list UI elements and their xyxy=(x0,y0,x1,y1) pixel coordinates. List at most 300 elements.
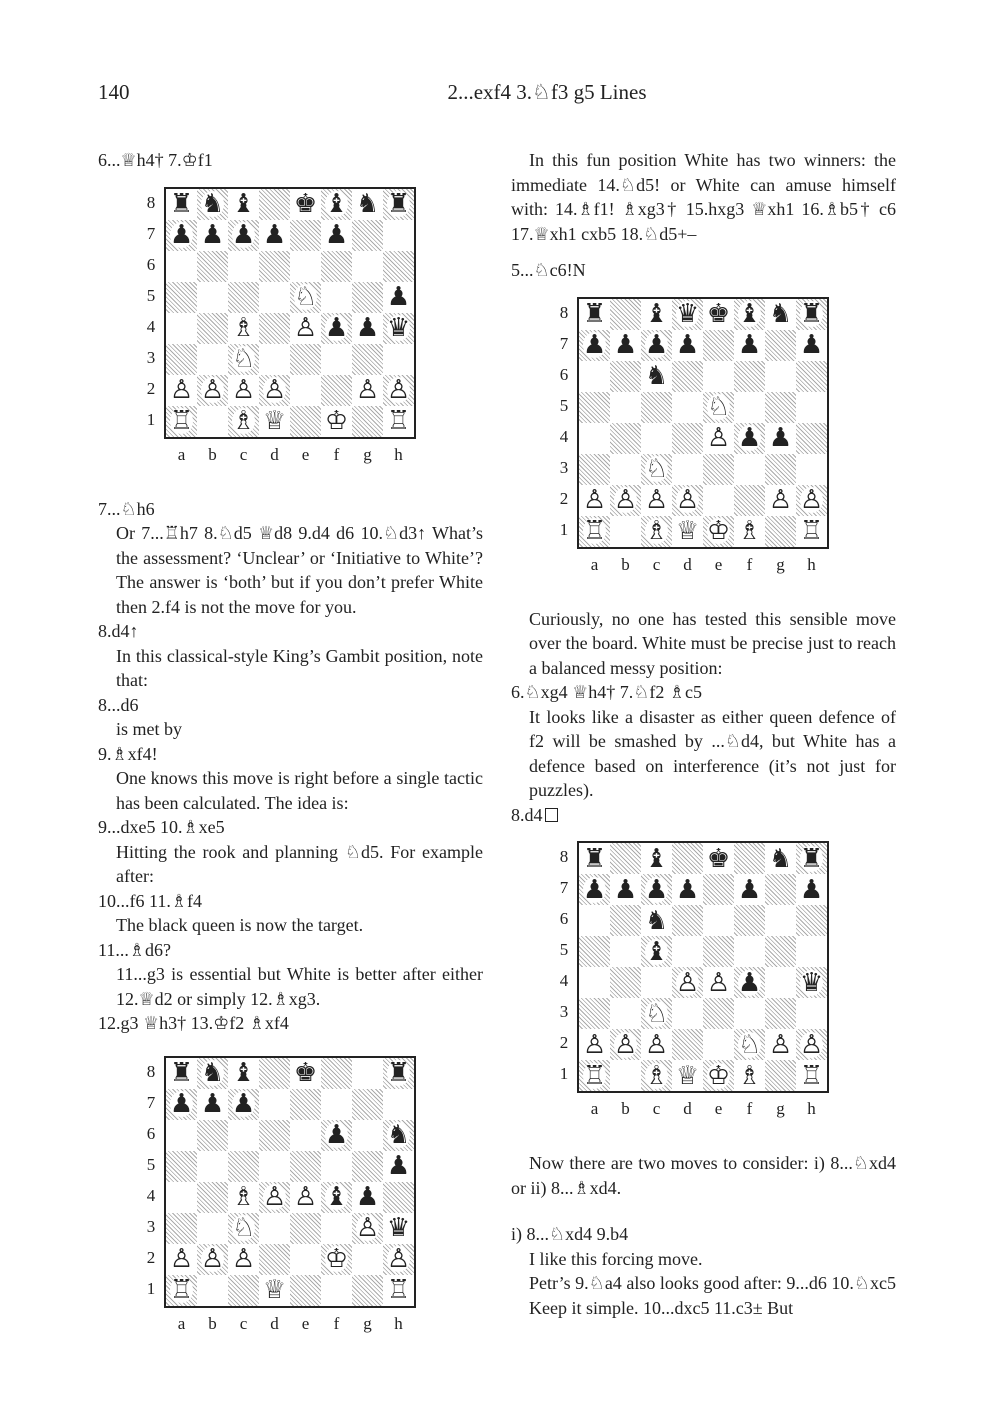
black-pawn-icon: ♟ xyxy=(768,423,793,453)
rank-label: 3 xyxy=(146,347,156,367)
chess-board xyxy=(164,187,416,439)
caption-diagram-4 xyxy=(511,803,896,828)
black-knight-icon: ♞ xyxy=(200,1058,225,1088)
square-b3 xyxy=(197,344,228,375)
square-b4 xyxy=(197,1182,228,1213)
white-pawn-icon: ♙ xyxy=(582,485,607,515)
square-a2 xyxy=(579,485,610,516)
black-pawn-icon: ♟ xyxy=(386,1151,411,1181)
white-knight-icon: ♘ xyxy=(644,998,669,1029)
square-h8 xyxy=(383,189,414,220)
square-e8 xyxy=(703,843,734,874)
square-d3 xyxy=(259,344,290,375)
black-pawn-icon: ♟ xyxy=(737,874,762,905)
white-knight-icon: ♘ xyxy=(644,454,669,484)
square-c3 xyxy=(228,1213,259,1244)
white-pawn-icon: ♙ xyxy=(644,485,669,515)
rank-label: 6 xyxy=(146,1123,156,1143)
square-a8 xyxy=(579,299,610,330)
white-pawn-icon: ♙ xyxy=(706,967,731,998)
black-knight-icon: ♞ xyxy=(644,905,669,936)
white-bishop-icon: ♗ xyxy=(644,1060,669,1091)
square-e6 xyxy=(290,251,321,282)
white-pawn-icon: ♙ xyxy=(386,375,411,405)
rank-label: 5 xyxy=(146,1154,156,1174)
square-h3 xyxy=(796,454,827,485)
square-f2 xyxy=(321,375,352,406)
black-pawn-icon: ♟ xyxy=(613,874,638,905)
rank-label: 6 xyxy=(559,909,569,928)
rank-label: 7 xyxy=(146,223,156,243)
white-pawn-icon: ♙ xyxy=(293,1182,318,1212)
commentary: Now there are two moves to consider: i) 8...♘xd4 or ii) 8...♗xd4. xyxy=(511,1153,896,1198)
square-a5 xyxy=(166,282,197,313)
square-g7 xyxy=(352,1089,383,1120)
black-pawn-icon: ♟ xyxy=(582,330,607,360)
square-e8 xyxy=(703,299,734,330)
black-pawn-icon: ♟ xyxy=(200,1089,225,1119)
black-rook-icon: ♜ xyxy=(386,1058,411,1088)
square-d3 xyxy=(672,998,703,1029)
square-a6 xyxy=(579,905,610,936)
white-pawn-icon: ♙ xyxy=(768,485,793,515)
square-d8 xyxy=(672,843,703,874)
black-pawn-icon: ♟ xyxy=(799,330,824,360)
square-e6 xyxy=(703,905,734,936)
file-labels xyxy=(579,1097,827,1122)
square-g6 xyxy=(765,905,796,936)
right-column xyxy=(511,148,896,1320)
square-e7 xyxy=(290,1089,321,1120)
square-a8 xyxy=(166,189,197,220)
square-b6 xyxy=(197,1120,228,1151)
black-rook-icon: ♜ xyxy=(386,189,411,219)
square-d4 xyxy=(672,423,703,454)
square-c4 xyxy=(228,1182,259,1213)
left-column xyxy=(98,148,483,1366)
square-f8 xyxy=(321,189,352,220)
rank-label: 7 xyxy=(559,333,569,353)
square-f7 xyxy=(734,330,765,361)
file-label: a xyxy=(590,554,599,574)
square-b1 xyxy=(197,1275,228,1306)
square-e4 xyxy=(703,967,734,998)
rank-label: 1 xyxy=(146,409,156,429)
square-g2 xyxy=(765,485,796,516)
square-c4 xyxy=(641,423,672,454)
white-rook-icon: ♖ xyxy=(799,516,824,546)
commentary: Petr’s 9.♘a4 also looks good after: 9...d6 10.♘xc5 Keep it simple. 10...dxc5 11.c3± But xyxy=(529,1273,896,1318)
square-e5 xyxy=(290,282,321,313)
square-h6 xyxy=(796,905,827,936)
rank-label: 3 xyxy=(146,1216,156,1236)
commentary: is met by xyxy=(116,719,182,739)
square-e1 xyxy=(703,1060,734,1091)
chess-board xyxy=(164,1056,416,1308)
white-pawn-icon: ♙ xyxy=(169,375,194,405)
square-b4 xyxy=(610,967,641,998)
square-g2 xyxy=(765,1029,796,1060)
square-c7 xyxy=(641,874,672,905)
square-e1 xyxy=(290,1275,321,1306)
square-h4 xyxy=(796,967,827,998)
square-b8 xyxy=(197,189,228,220)
square-e5 xyxy=(290,1151,321,1182)
page-number: 140 xyxy=(98,80,130,104)
square-a7 xyxy=(166,220,197,251)
chess-diagram-2 xyxy=(98,1056,483,1356)
square-g5 xyxy=(352,282,383,313)
square-d4 xyxy=(672,967,703,998)
white-pawn-icon: ♙ xyxy=(355,1213,380,1243)
square-h2 xyxy=(796,1029,827,1060)
square-b5 xyxy=(610,392,641,423)
white-knight-icon: ♘ xyxy=(293,282,318,312)
file-label: d xyxy=(270,444,279,464)
black-bishop-icon: ♝ xyxy=(324,1182,349,1212)
black-pawn-icon: ♟ xyxy=(169,220,194,250)
square-b5 xyxy=(197,282,228,313)
white-king-icon: ♔ xyxy=(324,406,349,436)
black-pawn-icon: ♟ xyxy=(737,330,762,360)
rank-labels xyxy=(144,187,158,435)
black-pawn-icon: ♟ xyxy=(324,1120,349,1150)
square-b2 xyxy=(197,375,228,406)
square-h5 xyxy=(796,936,827,967)
rank-label: 6 xyxy=(146,254,156,274)
square-f5 xyxy=(734,392,765,423)
rank-label: 1 xyxy=(559,519,569,539)
white-pawn-icon: ♙ xyxy=(613,485,638,515)
square-h8 xyxy=(796,843,827,874)
black-rook-icon: ♜ xyxy=(169,189,194,219)
square-b4 xyxy=(197,313,228,344)
square-g8 xyxy=(765,299,796,330)
move-text: 8.d4 xyxy=(511,804,543,825)
black-queen-icon: ♛ xyxy=(386,1213,411,1243)
square-g7 xyxy=(765,874,796,905)
square-b6 xyxy=(610,361,641,392)
white-pawn-icon: ♙ xyxy=(262,375,287,405)
move-line: 9...dxe5 10.♗xe5 xyxy=(98,817,225,837)
rank-label: 3 xyxy=(559,457,569,477)
square-b1 xyxy=(197,406,228,437)
square-d7 xyxy=(259,220,290,251)
square-g8 xyxy=(765,843,796,874)
square-a7 xyxy=(579,874,610,905)
black-bishop-icon: ♝ xyxy=(644,936,669,967)
square-d1 xyxy=(259,1275,290,1306)
white-pawn-icon: ♙ xyxy=(231,375,256,405)
file-label: g xyxy=(363,444,372,464)
square-h3 xyxy=(796,998,827,1029)
square-f1 xyxy=(734,516,765,547)
square-e8 xyxy=(290,1058,321,1089)
square-d8 xyxy=(672,299,703,330)
square-e3 xyxy=(290,1213,321,1244)
file-label: f xyxy=(333,444,340,464)
square-a4 xyxy=(579,967,610,998)
black-pawn-icon: ♟ xyxy=(169,1089,194,1119)
square-a5 xyxy=(579,936,610,967)
black-pawn-icon: ♟ xyxy=(355,313,380,343)
square-d1 xyxy=(259,406,290,437)
rank-label: 1 xyxy=(559,1064,569,1083)
square-c1 xyxy=(228,406,259,437)
square-d8 xyxy=(259,189,290,220)
square-e1 xyxy=(703,516,734,547)
square-g3 xyxy=(765,454,796,485)
square-f2 xyxy=(734,1029,765,1060)
square-g3 xyxy=(352,1213,383,1244)
file-label: e xyxy=(714,1099,723,1118)
move-line: 11...♗d6? xyxy=(98,939,171,960)
square-g6 xyxy=(352,251,383,282)
file-label: b xyxy=(621,554,630,574)
rank-label: 8 xyxy=(146,192,156,212)
square-e1 xyxy=(290,406,321,437)
square-d6 xyxy=(259,251,290,282)
move-line: 7...♘h6 xyxy=(98,498,155,519)
commentary: I like this forcing move. xyxy=(529,1248,703,1269)
square-b3 xyxy=(610,998,641,1029)
white-pawn-icon: ♙ xyxy=(200,375,225,405)
square-d3 xyxy=(672,454,703,485)
square-a6 xyxy=(579,361,610,392)
square-h3 xyxy=(383,1213,414,1244)
chess-board xyxy=(577,841,829,1093)
rank-labels xyxy=(144,1056,158,1304)
black-pawn-icon: ♟ xyxy=(231,1089,256,1119)
square-h2 xyxy=(383,1244,414,1275)
file-label: a xyxy=(590,1099,599,1118)
file-label: d xyxy=(683,1099,692,1118)
square-g6 xyxy=(765,361,796,392)
square-e8 xyxy=(290,189,321,220)
white-knight-icon: ♘ xyxy=(706,392,731,422)
white-pawn-icon: ♙ xyxy=(262,1182,287,1212)
white-bishop-icon: ♗ xyxy=(737,516,762,546)
square-b2 xyxy=(197,1244,228,1275)
square-a5 xyxy=(166,1151,197,1182)
square-f1 xyxy=(321,406,352,437)
square-c6 xyxy=(228,251,259,282)
rank-label: 4 xyxy=(559,971,569,990)
square-e7 xyxy=(703,874,734,905)
black-pawn-icon: ♟ xyxy=(737,423,762,453)
square-g1 xyxy=(765,1060,796,1091)
rank-label: 4 xyxy=(146,1185,156,1205)
square-a8 xyxy=(166,1058,197,1089)
square-g7 xyxy=(352,220,383,251)
file-label: g xyxy=(776,1099,785,1118)
square-e3 xyxy=(290,344,321,375)
square-e4 xyxy=(290,313,321,344)
black-knight-icon: ♞ xyxy=(386,1120,411,1150)
square-e7 xyxy=(703,330,734,361)
rank-label: 1 xyxy=(146,1278,156,1298)
chess-board xyxy=(577,297,829,549)
square-b8 xyxy=(197,1058,228,1089)
rank-label: 5 xyxy=(559,395,569,415)
square-h5 xyxy=(796,392,827,423)
black-pawn-icon: ♟ xyxy=(200,220,225,250)
white-rook-icon: ♖ xyxy=(169,1275,194,1305)
rank-label: 8 xyxy=(559,847,569,866)
white-knight-icon: ♘ xyxy=(737,1029,762,1060)
square-d2 xyxy=(672,485,703,516)
rank-label: 2 xyxy=(559,488,569,508)
black-knight-icon: ♞ xyxy=(768,299,793,329)
square-c4 xyxy=(228,313,259,344)
black-pawn-icon: ♟ xyxy=(675,330,700,360)
black-bishop-icon: ♝ xyxy=(231,1058,256,1088)
white-pawn-icon: ♙ xyxy=(706,423,731,453)
square-e4 xyxy=(290,1182,321,1213)
white-pawn-icon: ♙ xyxy=(355,375,380,405)
square-a3 xyxy=(579,998,610,1029)
black-pawn-icon: ♟ xyxy=(737,967,762,998)
white-bishop-icon: ♗ xyxy=(737,1060,762,1091)
square-c8 xyxy=(228,189,259,220)
square-b1 xyxy=(610,1060,641,1091)
white-knight-icon: ♘ xyxy=(231,1213,256,1243)
square-c7 xyxy=(228,220,259,251)
square-h1 xyxy=(383,1275,414,1306)
square-f6 xyxy=(321,1120,352,1151)
black-rook-icon: ♜ xyxy=(799,299,824,329)
file-label: f xyxy=(333,1313,340,1333)
square-d8 xyxy=(259,1058,290,1089)
square-h1 xyxy=(796,516,827,547)
square-h7 xyxy=(383,220,414,251)
file-label: b xyxy=(208,1313,217,1333)
file-label: a xyxy=(177,1313,186,1333)
square-d5 xyxy=(259,282,290,313)
square-a5 xyxy=(579,392,610,423)
black-knight-icon: ♞ xyxy=(768,843,793,874)
move-line: 8.d4↑ xyxy=(98,621,139,641)
black-king-icon: ♚ xyxy=(293,189,318,219)
square-f3 xyxy=(321,1213,352,1244)
rank-label: 8 xyxy=(559,302,569,322)
square-d2 xyxy=(259,375,290,406)
caption-diagram-1: 6...♕h4† 7.♔f1 xyxy=(98,150,213,170)
black-rook-icon: ♜ xyxy=(799,843,824,874)
square-g8 xyxy=(352,1058,383,1089)
white-pawn-icon: ♙ xyxy=(582,1029,607,1060)
black-king-icon: ♚ xyxy=(293,1058,318,1088)
file-label: c xyxy=(652,1099,661,1118)
chess-diagram-3 xyxy=(511,297,896,597)
square-h8 xyxy=(383,1058,414,1089)
white-king-icon: ♔ xyxy=(324,1244,349,1274)
square-a3 xyxy=(166,1213,197,1244)
white-queen-icon: ♕ xyxy=(262,406,287,436)
move-line: 9.♗xf4! xyxy=(98,743,158,764)
square-g1 xyxy=(352,1275,383,1306)
square-h3 xyxy=(383,344,414,375)
square-f4 xyxy=(321,1182,352,1213)
square-f6 xyxy=(321,251,352,282)
white-queen-icon: ♕ xyxy=(675,516,700,546)
square-d7 xyxy=(259,1089,290,1120)
square-f3 xyxy=(734,454,765,485)
square-c3 xyxy=(641,998,672,1029)
file-label: a xyxy=(177,444,186,464)
square-g4 xyxy=(765,967,796,998)
square-c5 xyxy=(228,1151,259,1182)
square-d3 xyxy=(259,1213,290,1244)
rank-label: 5 xyxy=(146,285,156,305)
file-label: c xyxy=(239,1313,248,1333)
black-knight-icon: ♞ xyxy=(355,189,380,219)
square-d5 xyxy=(259,1151,290,1182)
square-e2 xyxy=(703,1029,734,1060)
white-rook-icon: ♖ xyxy=(799,1060,824,1091)
square-c2 xyxy=(228,1244,259,1275)
square-f7 xyxy=(321,220,352,251)
running-title: 2...exf4 3.♘f3 g5 Lines xyxy=(447,80,647,104)
square-g5 xyxy=(765,936,796,967)
move-line: 12.g3 ♕h3† 13.♔f2 ♗xf4 xyxy=(98,1013,289,1033)
rank-labels xyxy=(557,841,571,1089)
square-g7 xyxy=(765,330,796,361)
square-b4 xyxy=(610,423,641,454)
square-g5 xyxy=(352,1151,383,1182)
square-g3 xyxy=(765,998,796,1029)
rank-label: 3 xyxy=(559,1002,569,1021)
move-line: 8...d6 xyxy=(98,694,139,715)
rank-label: 7 xyxy=(559,878,569,897)
square-d5 xyxy=(672,392,703,423)
white-pawn-icon: ♙ xyxy=(768,1029,793,1060)
square-e4 xyxy=(703,423,734,454)
commentary: Or 7...♖h7 8.♘d5 ♕d8 9.d4 d6 10.♘d3↑ What’s the assessment? ‘Unclear’ or ‘Initiative to White’? The answer is ‘both’ but if you don’t prefer White then 2.f4 is not the move for you. xyxy=(116,523,483,617)
square-c7 xyxy=(641,330,672,361)
move-line: i) 8...♘xd4 9.b4 xyxy=(511,1224,629,1244)
square-d4 xyxy=(259,1182,290,1213)
square-c2 xyxy=(641,485,672,516)
black-knight-icon: ♞ xyxy=(200,189,225,219)
square-b3 xyxy=(197,1213,228,1244)
file-label: c xyxy=(239,444,248,464)
square-h8 xyxy=(796,299,827,330)
square-b1 xyxy=(610,516,641,547)
commentary: In this fun position White has two winners: the immediate 14.♘d5! or White can amuse himself with: 14.♗f1! ♗xg3† 15.hxg3 ♕xh1 16.♗b5† c6 17.♕xh1 cxb5 18.♘d5+– xyxy=(511,150,896,244)
square-d6 xyxy=(672,361,703,392)
square-c1 xyxy=(228,1275,259,1306)
square-h2 xyxy=(383,375,414,406)
square-f7 xyxy=(734,874,765,905)
square-b7 xyxy=(610,330,641,361)
black-pawn-icon: ♟ xyxy=(386,282,411,312)
black-pawn-icon: ♟ xyxy=(231,220,256,250)
square-b8 xyxy=(610,299,641,330)
square-g8 xyxy=(352,189,383,220)
white-pawn-icon: ♙ xyxy=(200,1244,225,1274)
white-pawn-icon: ♙ xyxy=(799,1029,824,1060)
square-h4 xyxy=(383,313,414,344)
rank-label: 4 xyxy=(146,316,156,336)
black-bishop-icon: ♝ xyxy=(737,299,762,329)
white-king-icon: ♔ xyxy=(706,516,731,546)
square-d5 xyxy=(672,936,703,967)
square-e3 xyxy=(703,998,734,1029)
black-queen-icon: ♛ xyxy=(675,299,700,329)
commentary: Curiously, no one has tested this sensible move over the board. White must be precise just to reach a balanced messy position: xyxy=(529,608,896,678)
square-a6 xyxy=(166,251,197,282)
